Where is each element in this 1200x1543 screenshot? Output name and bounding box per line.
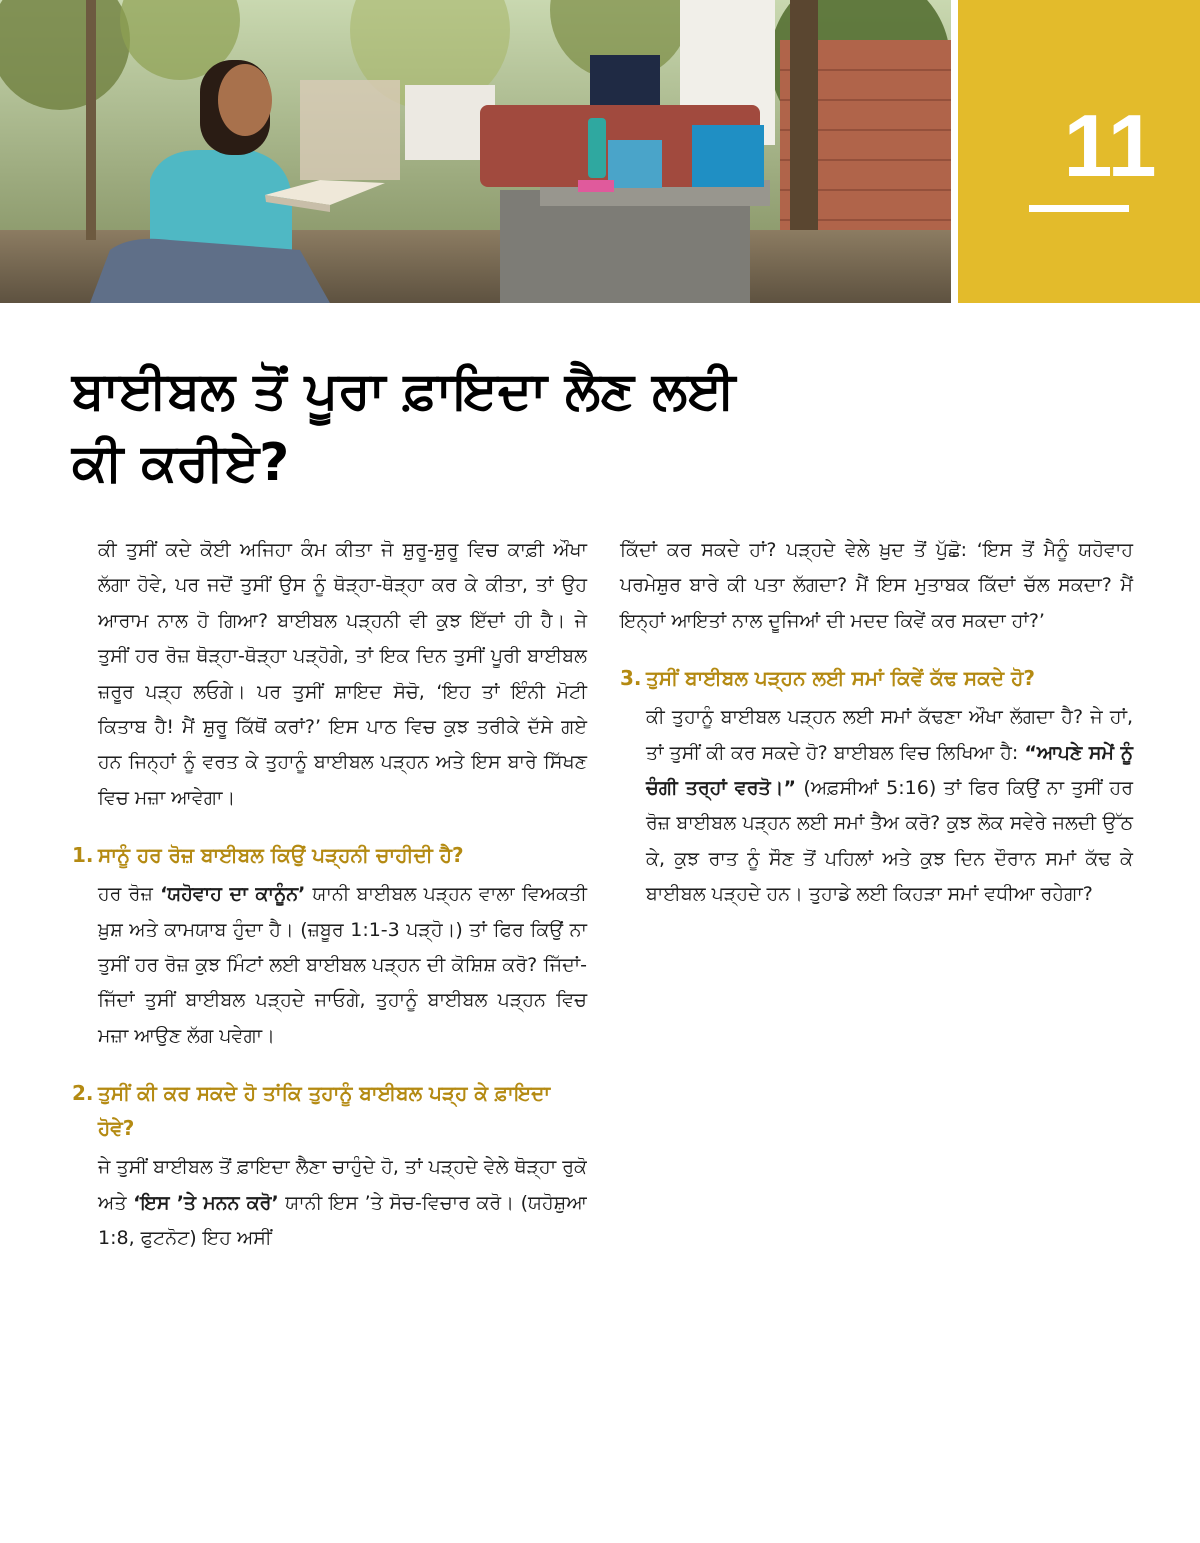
answer-2-continued: ਕਿੱਦਾਂ ਕਰ ਸਕਦੇ ਹਾਂ? ਪੜ੍ਹਦੇ ਵੇਲੇ ਖ਼ੁਦ ਤੋਂ ਪੁੱਛੋ: ‘ਇਸ ਤੋਂ ਮੈਨੂੰ ਯਹੋਵਾਹ ਪਰਮੇਸ਼ੁਰ ਬਾਰੇ ਕੀ ਪਤਾ ਲੱਗਦਾ? ਮੈਂ ਇਸ ਮੁਤਾਬਕ ਕਿੱਦਾਂ ਚੱਲ ਸਕਦਾ? ਮੈਂ ਇਨ੍ਹਾਂ ਆਇਤਾਂ ਨਾਲ ਦੂਜਿਆਂ ਦੀ ਮਦਦ ਕਿਵੇਂ ਕਰ ਸਕਦਾ ਹਾਂ?’ xyxy=(620,539,1133,632)
answer-2-pre: ਜੇ ਤੁਸੀਂ ਬਾਈਬਲ ਤੋਂ ਫ਼ਾਇਦਾ ਲੈਣਾ ਚਾਹੁੰਦੇ ਹੋ, ਤਾਂ ਪੜ੍ਹਦੇ ਵੇਲੇ ਥੋੜ੍ਹਾ ਰੁਕੋ ਅਤੇ xyxy=(98,1156,587,1214)
question-1-text: ਸਾਨੂੰ ਹਰ ਰੋਜ਼ ਬਾਈਬਲ ਕਿਉਂ ਪੜ੍ਹਨੀ ਚਾਹੀਦੀ ਹੈ? xyxy=(98,843,464,868)
answer-2-post: ਯਾਨੀ ਇਸ ’ਤੇ ਸੋਚ-ਵਿਚਾਰ ਕਰੋ। (ਯਹੋਸ਼ੁਆ 1:8, ਫੁਟਨੋਟ) ਇਹ ਅਸੀਂ xyxy=(98,1191,587,1250)
page-title xyxy=(72,355,952,499)
answer-1-paragraph xyxy=(72,877,587,1054)
lesson-number-underline xyxy=(1029,205,1129,212)
question-1-heading xyxy=(72,838,587,873)
question-3-text: ਤੁਸੀਂ ਬਾਈਬਲ ਪੜ੍ਹਨ ਲਈ ਸਮਾਂ ਕਿਵੇਂ ਕੱਢ ਸਕਦੇ ਹੋ? xyxy=(646,666,1035,691)
title-line-2: ਕੀ ਕਰੀਏ? xyxy=(72,433,290,493)
question-3-heading xyxy=(620,661,1133,696)
question-2-text: ਤੁਸੀਂ ਕੀ ਕਰ ਸਕਦੇ ਹੋ ਤਾਂਕਿ ਤੁਹਾਨੂੰ ਬਾਈਬਲ ਪੜ੍ਹ ਕੇ ਫ਼ਾਇਦਾ ਹੋਵੇ? xyxy=(98,1081,551,1141)
question-3-number: 3. xyxy=(620,666,642,691)
woman-reading-bible-photo xyxy=(0,0,951,303)
question-2-heading xyxy=(72,1076,587,1146)
answer-2-emphasis: ‘ਇਸ ’ਤੇ ਮਨਨ ਕਰੋ’ xyxy=(133,1191,279,1214)
intro-paragraph: ਕੀ ਤੁਸੀਂ ਕਦੇ ਕੋਈ ਅਜਿਹਾ ਕੰਮ ਕੀਤਾ ਜੋ ਸ਼ੁਰੂ-ਸ਼ੁਰੂ ਵਿਚ ਕਾਫ਼ੀ ਔਖਾ ਲੱਗਾ ਹੋਵੇ, ਪਰ ਜਦੋਂ ਤੁਸੀਂ ਉਸ ਨੂੰ ਥੋੜ੍ਹਾ-ਥੋੜ੍ਹਾ ਕਰ ਕੇ ਕੀਤਾ, ਤਾਂ ਉਹ ਆਰਾਮ ਨਾਲ ਹੋ ਗਿਆ? ਬਾਈਬਲ ਪੜ੍ਹਨੀ ਵੀ ਕੁਝ ਇੱਦਾਂ ਹੀ ਹੈ। ਜੇ ਤੁਸੀਂ ਹਰ ਰੋਜ਼ ਥੋੜ੍ਹਾ-ਥੋੜ੍ਹਾ ਪੜ੍ਹੋਗੇ, ਤਾਂ ਇਕ ਦਿਨ ਤੁਸੀਂ ਪੂਰੀ ਬਾਈਬਲ ਜ਼ਰੂਰ ਪੜ੍ਹ ਲਓਗੇ। ਪਰ ਤੁਸੀਂ ਸ਼ਾਇਦ ਸੋਚੋ, ‘ਇਹ ਤਾਂ ਇੰਨੀ ਮੋਟੀ ਕਿਤਾਬ ਹੈ! ਮੈਂ ਸ਼ੁਰੂ ਕਿੱਥੋਂ ਕਰਾਂ?’ ਇਸ ਪਾਠ ਵਿਚ ਕੁਝ ਤਰੀਕੇ ਦੱਸੇ ਗਏ ਹਨ ਜਿਨ੍ਹਾਂ ਨੂੰ ਵਰਤ ਕੇ ਤੁਹਾਨੂੰ ਬਾਈਬਲ ਪੜ੍ਹਨ ਅਤੇ ਇਸ ਬਾਰੇ ਸਿੱਖਣ ਵਿਚ ਮਜ਼ਾ ਆਵੇਗਾ। xyxy=(98,539,587,809)
lesson-number: 11 xyxy=(1063,96,1157,195)
answer-3-paragraph xyxy=(620,700,1133,912)
right-column xyxy=(620,533,1133,913)
answer-1-pre: ਹਰ ਰੋਜ਼ xyxy=(98,883,161,906)
answer-3-post: (ਅਫ਼ਸੀਆਂ 5:16) ਤਾਂ ਫਿਰ ਕਿਉਂ ਨਾ ਤੁਸੀਂ ਹਰ ਰੋਜ਼ ਬਾਈਬਲ ਪੜ੍ਹਨ ਲਈ ਸਮਾਂ ਤੈਅ ਕਰੋ? ਕੁਝ ਲੋਕ ਸਵੇਰੇ ਜਲਦੀ ਉੱਠ ਕੇ, ਕੁਝ ਰਾਤ ਨੂੰ ਸੌਣ ਤੋਂ ਪਹਿਲਾਂ ਅਤੇ ਕੁਝ ਦਿਨ ਦੌਰਾਨ ਸਮਾਂ ਕੱਢ ਕੇ ਬਾਈਬਲ ਪੜ੍ਹਦੇ ਹਨ। ਤੁਹਾਡੇ ਲਈ ਕਿਹੜਾ ਸਮਾਂ ਵਧੀਆ ਰਹੇਗਾ? xyxy=(646,777,1133,906)
answer-3-pre: ਕੀ ਤੁਹਾਨੂੰ ਬਾਈਬਲ ਪੜ੍ਹਨ ਲਈ ਸਮਾਂ ਕੱਢਣਾ ਔਖਾ ਲੱਗਦਾ ਹੈ? ਜੇ ਹਾਂ, ਤਾਂ ਤੁਸੀਂ ਕੀ ਕਰ ਸਕਦੇ ਹੋ? ਬਾਈਬਲ ਵਿਚ ਲਿਖਿਆ ਹੈ: xyxy=(646,706,1133,764)
question-2-number: 2. xyxy=(72,1081,94,1106)
answer-3-emphasis: “ਆਪਣੇ ਸਮੇਂ ਨੂੰ ਚੰਗੀ ਤਰ੍ਹਾਂ ਵਰਤੋ।” xyxy=(646,741,1133,800)
answer-1-post: ਯਾਨੀ ਬਾਈਬਲ ਪੜ੍ਹਨ ਵਾਲਾ ਵਿਅਕਤੀ ਖ਼ੁਸ਼ ਅਤੇ ਕਾਮਯਾਬ ਹੁੰਦਾ ਹੈ। (ਜ਼ਬੂਰ 1:1-3 ਪੜ੍ਹੋ।) ਤਾਂ ਫਿਰ ਕਿਉਂ ਨਾ ਤੁਸੀਂ ਹਰ ਰੋਜ਼ ਕੁਝ ਮਿੰਟਾਂ ਲਈ ਬਾਈਬਲ ਪੜ੍ਹਨ ਦੀ ਕੋਸ਼ਿਸ਼ ਕਰੋ? ਜਿੱਦਾਂ-ਜਿੱਦਾਂ ਤੁਸੀਂ ਬਾਈਬਲ ਪੜ੍ਹਦੇ ਜਾਓਗੇ, ਤੁਹਾਨੂੰ ਬਾਈਬਲ ਪੜ੍ਹਨ ਵਿਚ ਮਜ਼ਾ ਆਉਣ ਲੱਗ ਪਵੇਗਾ। xyxy=(98,883,588,1047)
header-photo xyxy=(0,0,951,303)
answer-1-emphasis: ‘ਯਹੋਵਾਹ ਦਾ ਕਾਨੂੰਨ’ xyxy=(160,883,306,906)
title-line-1: ਬਾਈਬਲ ਤੋਂ ਪੂਰਾ ਫ਼ਾਇਦਾ ਲੈਣ ਲਈ xyxy=(72,361,736,421)
answer-2-paragraph xyxy=(72,1150,587,1256)
question-1-number: 1. xyxy=(72,843,94,868)
lesson-number-block xyxy=(958,0,1200,303)
left-column xyxy=(72,533,587,1257)
